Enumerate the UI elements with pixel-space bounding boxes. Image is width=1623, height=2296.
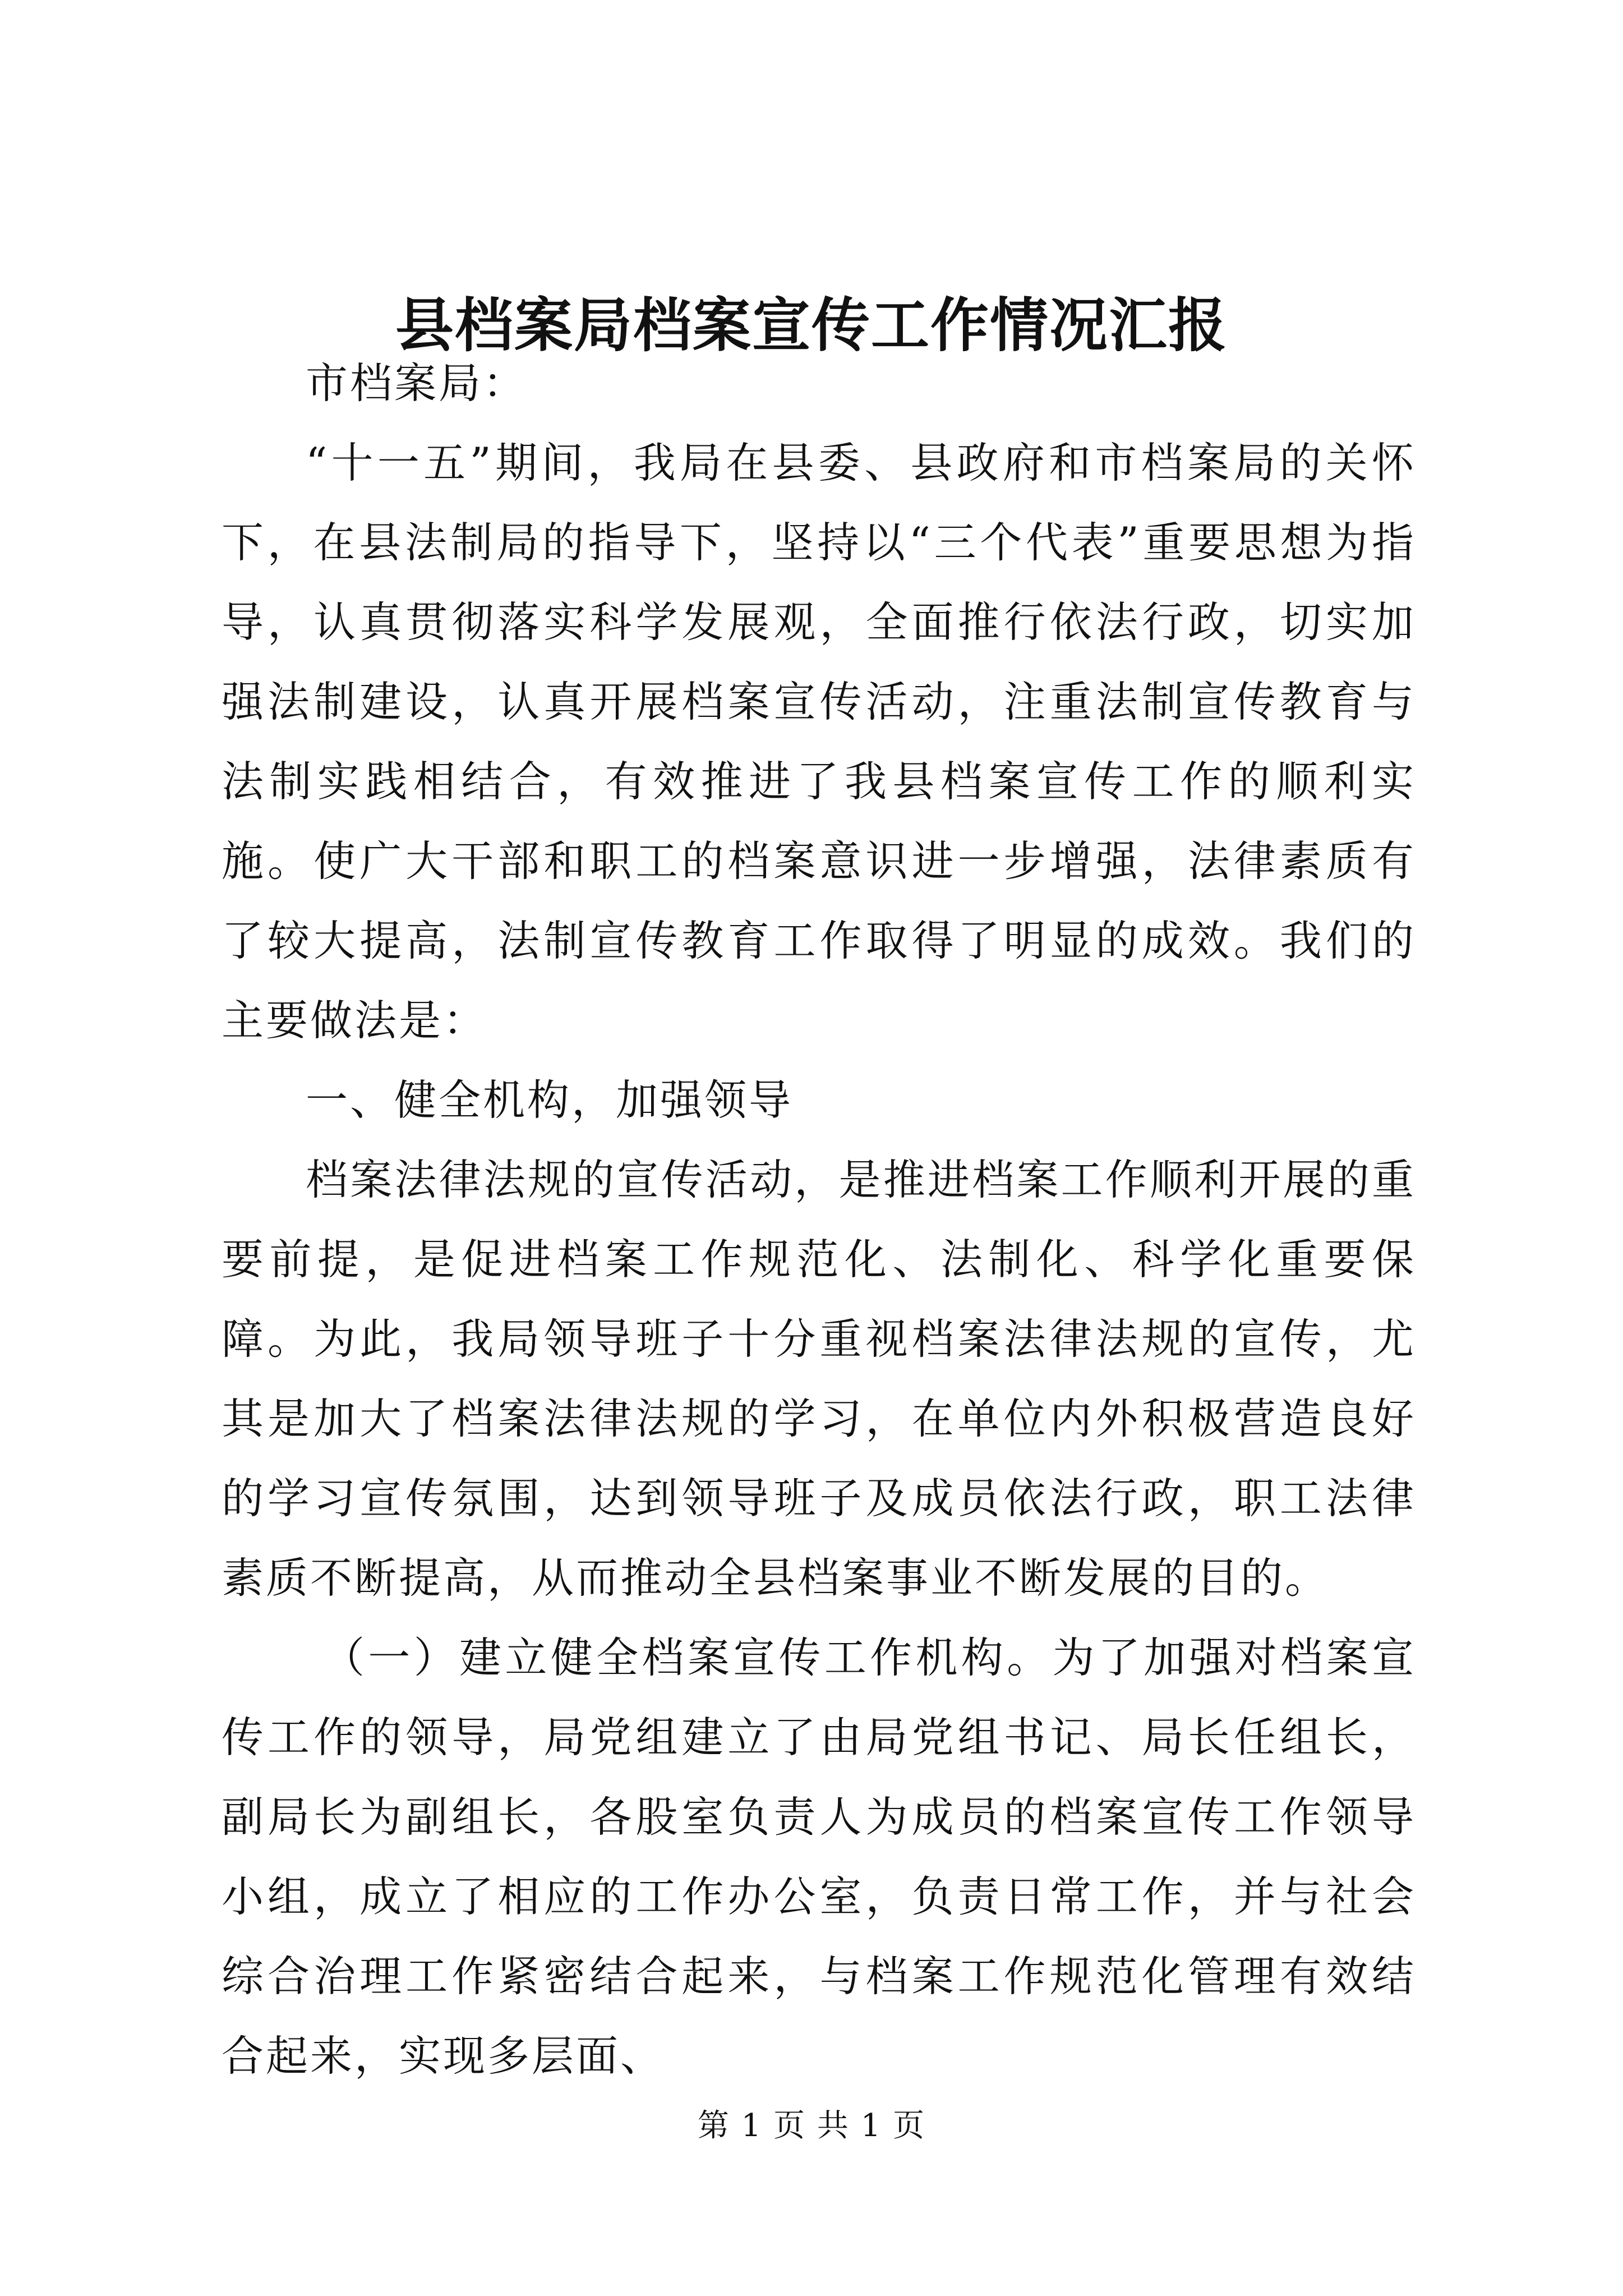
paragraph-subsection: （一）建立健全档案宣传工作机构。为了加强对档案宣传工作的领导，局党组建立了由局党组书记、局长任组长，副局长为副组长，各股室负责人为成员的档案宣传工作领导小组，成立了相应的工作办公室，负责日常工作，并与社会综合治理工作紧密结合起来，与档案工作规范化管理有效结合起来，实现多层面、	[222, 1633, 1416, 2081]
document-title: 县档案局档案宣传工作情况汇报	[395, 291, 1228, 360]
paragraph-intro: “十一五”期间，我局在县委、县政府和市档案局的关怀下，在县法制局的指导下，坚持以“三个代表”重要思想为指导，认真贯彻落实科学发展观，全面推行依法行政，切实加强法制建设，认真开展档案宣传活动，注重法制宣传教育与法制实践相结合，有效推进了我县档案宣传工作的顺利实施。使广大干部和职工的档案意识进一步增强，法律素质有了较大提高，法制宣传教育工作取得了明显的成效。我们的主要做法是：	[222, 438, 1416, 1045]
paragraph-section-body: 档案法律法规的宣传活动，是推进档案工作顺利开展的重要前提，是促进档案工作规范化、法制化、科学化重要保障。为此，我局领导班子十分重视档案法律法规的宣传，尤其是加大了档案法律法规的学习，在单位内外积极营造良好的学习宣传氛围，达到领导班子及成员依法行政，职工法律素质不断提高，从而推动全县档案事业不断发展的目的。	[222, 1155, 1416, 1603]
section-heading: 一、健全机构，加强领导	[306, 1075, 794, 1125]
salutation: 市档案局：	[306, 358, 528, 408]
document-body	[222, 343, 1416, 2096]
page-footer: 第 1 页 共 1 页	[697, 2108, 926, 2144]
